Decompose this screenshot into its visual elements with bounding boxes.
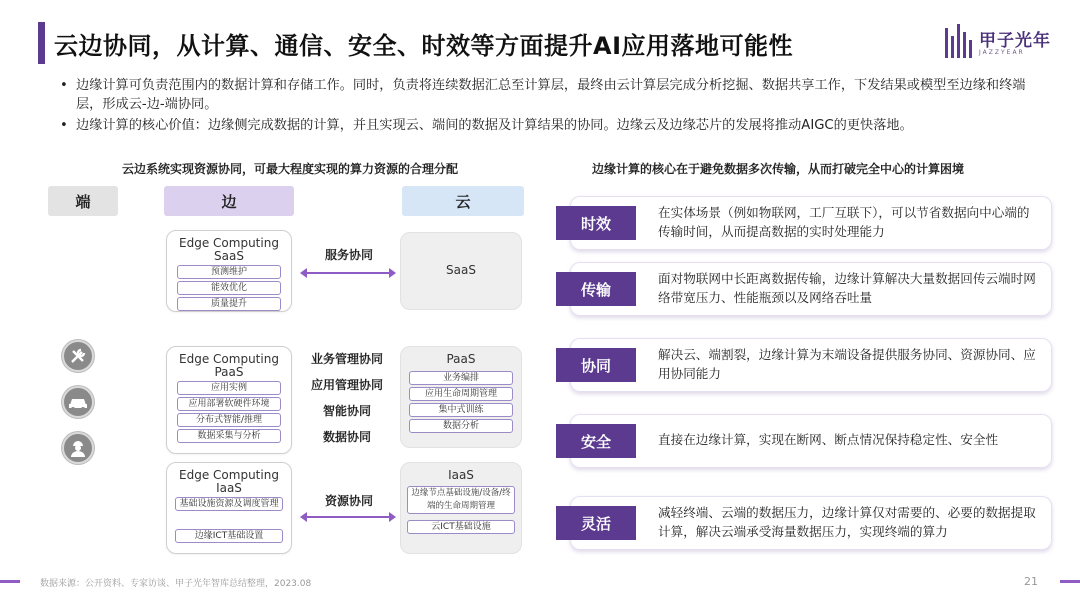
right-card-label: 时效 bbox=[556, 206, 636, 240]
logo-sub: JAZZYEAR bbox=[979, 49, 1025, 56]
cloud-iaas-item: 边缘节点基础设施/设备/终端的生命周期管理 bbox=[407, 486, 515, 514]
edge-paas-item: 分布式智能/推理 bbox=[177, 413, 281, 427]
cloud-paas-item: 应用生命周期管理 bbox=[409, 387, 513, 401]
bullet-item: • 边缘计算的核心价值：边缘侧完成数据的计算，并且实现云、端间的数据及计算结果的协同。边缘云及边缘芯片的发展将推动AIGC的更快落地。 bbox=[58, 116, 1038, 135]
edge-saas-card bbox=[166, 230, 292, 312]
column-head-yun: 云 bbox=[402, 186, 524, 216]
arrow-label-application: 应用管理协同 bbox=[310, 378, 383, 392]
cloud-iaas-item: 云ICT基础设施 bbox=[407, 520, 515, 534]
right-card-label: 安全 bbox=[556, 424, 636, 458]
right-card-label: 灵活 bbox=[556, 506, 636, 540]
right-card-timeliness bbox=[570, 196, 1052, 250]
right-card-label: 协同 bbox=[556, 348, 636, 382]
title-accent-bar bbox=[38, 22, 45, 64]
right-card-label: 传输 bbox=[556, 272, 636, 306]
logo-bars-icon bbox=[945, 24, 973, 58]
arrow-label-service: 服务协同 bbox=[324, 248, 373, 262]
footer-accent-left bbox=[0, 580, 20, 583]
right-card-text: 面对物联网中长距离数据传输，边缘计算解决大量数据回传云端时网络带宽压力、性能瓶颈以及网络吞吐量 bbox=[658, 271, 1036, 305]
page-title: 云边协同，从计算、通信、安全、时效等方面提升AI应用落地可能性 bbox=[54, 32, 794, 60]
edge-saas-item: 能效优化 bbox=[177, 281, 281, 295]
edge-iaas-item: 边缘ICT基础设置 bbox=[175, 529, 283, 543]
edge-iaas-title: Edge Computing IaaS bbox=[179, 468, 279, 495]
cloud-saas-card bbox=[400, 232, 522, 310]
logo-name: 甲子光年 bbox=[979, 31, 1051, 51]
left-subtitle: 云边系统实现资源协同，可最大程度实现的算力资源的合理分配 bbox=[122, 162, 459, 176]
right-card-text: 解决云、端割裂，边缘计算为末端设备提供服务协同、资源协同、应用协同能力 bbox=[658, 347, 1036, 381]
cloud-paas-title: PaaS bbox=[446, 352, 476, 366]
column-head-bian: 边 bbox=[164, 186, 294, 216]
edge-saas-title: Edge Computing SaaS bbox=[179, 236, 279, 263]
cloud-iaas-title: IaaS bbox=[448, 468, 474, 482]
cloud-iaas-card bbox=[400, 462, 522, 554]
worker-icon bbox=[62, 432, 94, 464]
double-arrow-icon bbox=[302, 272, 394, 274]
edge-paas-item: 数据采集与分析 bbox=[177, 429, 281, 443]
arrow-label-intelligence: 智能协同 bbox=[322, 404, 371, 418]
edge-paas-item: 应用实例 bbox=[177, 381, 281, 395]
bullet-list bbox=[58, 76, 1038, 137]
data-source: 数据来源：公开资料、专家访谈、甲子光年智库总结整理，2023.08 bbox=[40, 579, 312, 589]
bullet-item: • 边缘计算可负责范围内的数据计算和存储工作。同时，负责将连续数据汇总至计算层，最终由云计算层完成分析挖掘、数据共享工作，下发结果或模型至边缘和终端层，形成云-边-端协同。 bbox=[58, 76, 1038, 114]
cloud-paas-item: 业务编排 bbox=[409, 371, 513, 385]
arrow-label-resource: 资源协同 bbox=[324, 494, 373, 508]
edge-saas-item: 质量提升 bbox=[177, 297, 281, 311]
edge-iaas-item: 基础设施资源及调度管理 bbox=[175, 497, 283, 511]
right-subtitle: 边缘计算的核心在于避免数据多次传输，从而打破完全中心的计算困境 bbox=[592, 162, 965, 176]
car-icon bbox=[62, 386, 94, 418]
cloud-paas-card bbox=[400, 346, 522, 448]
right-card-flexibility bbox=[570, 496, 1052, 550]
right-card-text: 减轻终端、云端的数据压力，边缘计算仅对需要的、必要的数据提取计算，解决云端承受海量数据压力，实现终端的算力 bbox=[658, 505, 1036, 539]
edge-iaas-card bbox=[166, 462, 292, 554]
edge-paas-card bbox=[166, 346, 292, 454]
right-card-text: 在实体场景（例如物联网，工厂互联下），可以节省数据向中心端的传输时间，从而提高数据的实时处理能力 bbox=[658, 205, 1030, 239]
logo bbox=[945, 22, 1055, 68]
right-card-text: 直接在边缘计算，实现在断网、断点情况保持稳定性、安全性 bbox=[658, 432, 999, 447]
cloud-saas-title: SaaS bbox=[446, 263, 476, 277]
arrow-label-business: 业务管理协同 bbox=[310, 352, 383, 366]
page-number: 21 bbox=[1024, 575, 1038, 588]
edge-paas-item: 应用部署软硬件环境 bbox=[177, 397, 281, 411]
cloud-paas-item: 数据分析 bbox=[409, 419, 513, 433]
double-arrow-icon bbox=[302, 516, 394, 518]
right-card-transmission bbox=[570, 262, 1052, 316]
cloud-paas-item: 集中式训练 bbox=[409, 403, 513, 417]
tools-icon bbox=[62, 340, 94, 372]
edge-saas-item: 预测维护 bbox=[177, 265, 281, 279]
footer-accent-right bbox=[1060, 580, 1080, 583]
right-card-security bbox=[570, 414, 1052, 468]
edge-paas-title: Edge Computing PaaS bbox=[179, 352, 279, 379]
arrow-label-data: 数据协同 bbox=[322, 430, 371, 444]
right-card-collaboration bbox=[570, 338, 1052, 392]
column-head-duan: 端 bbox=[48, 186, 118, 216]
